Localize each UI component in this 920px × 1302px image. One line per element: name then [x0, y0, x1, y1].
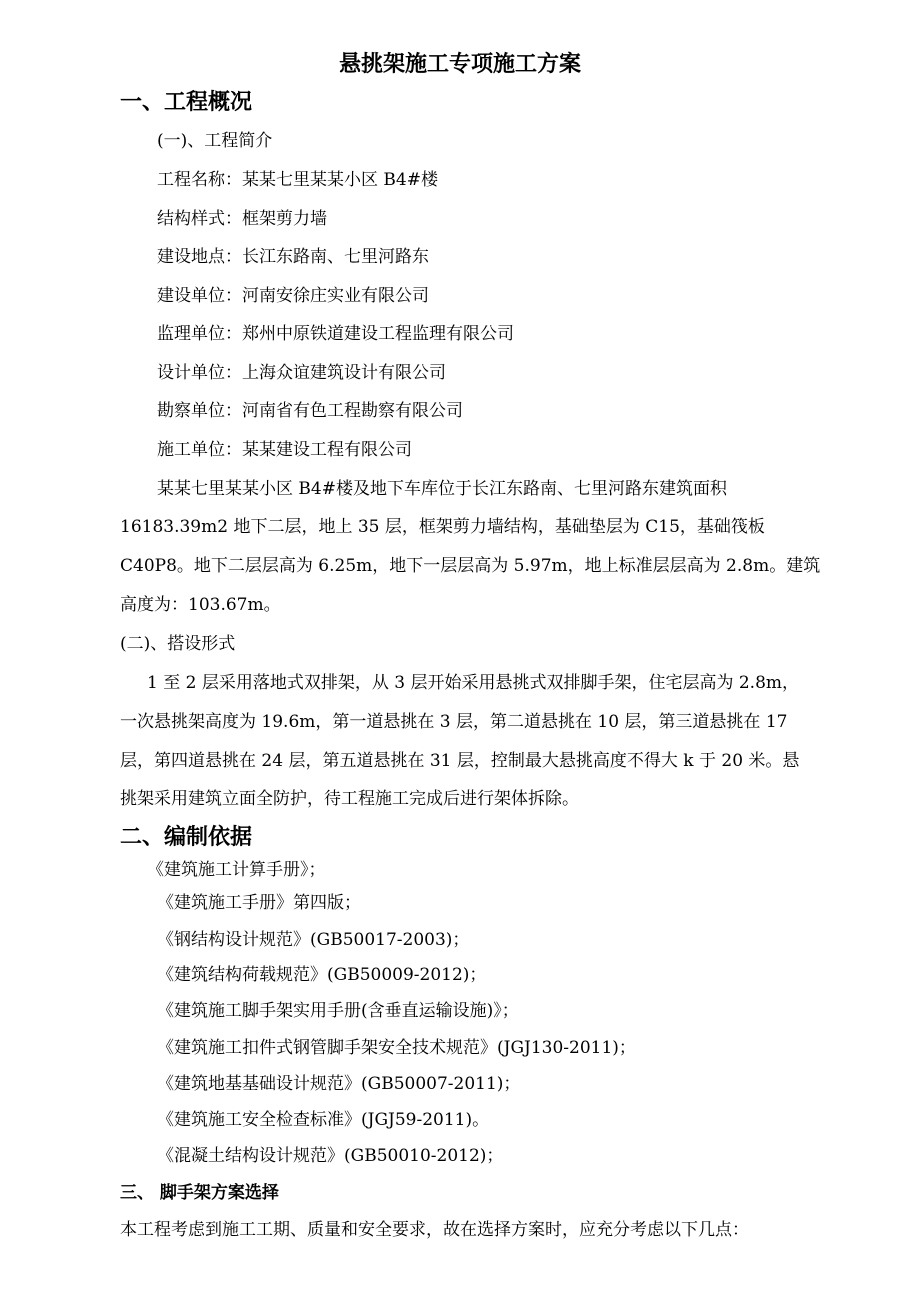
- subsection-heading-form: (二)、搭设形式: [120, 634, 236, 654]
- reference-item: 《混凝土结构设计规范》(GB50010-2012)；: [157, 1146, 504, 1166]
- reference-item: 《建筑施工计算手册》；: [147, 860, 326, 880]
- info-project-name: 工程名称：某某七里某某小区 B4#楼: [157, 170, 438, 190]
- subsection-heading-brief: (一)、工程简介: [157, 131, 273, 151]
- section3-intro: 本工程考虑到施工工期、质量和安全要求，故在选择方案时，应充分考虑以下几点：: [120, 1220, 749, 1240]
- info-surveyor: 勘察单位：河南省有色工程勘察有限公司: [157, 401, 463, 421]
- form-paragraph-line-3: 层，第四道悬挑在 24 层，第五道悬挑在 31 层，控制最大悬挑高度不得大 k 于 20 米。悬: [120, 751, 800, 771]
- form-paragraph-line-2: 一次悬挑架高度为 19.6m，第一道悬挑在 3 层，第二道悬挑在 10 层，第三道悬挑在 17: [120, 712, 788, 732]
- info-designer: 设计单位：上海众谊建筑设计有限公司: [157, 363, 446, 383]
- reference-item: 《钢结构设计规范》(GB50017-2003)；: [157, 930, 470, 950]
- overview-paragraph-line-4: 高度为：103.67m。: [120, 595, 281, 615]
- reference-item: 《建筑地基基础设计规范》(GB50007-2011)；: [157, 1074, 521, 1094]
- info-contractor: 施工单位：某某建设工程有限公司: [157, 440, 412, 460]
- section-heading-basis: 二、编制依据: [120, 825, 253, 850]
- reference-item: 《建筑施工脚手架实用手册(含垂直运输设施)》；: [157, 1001, 519, 1021]
- info-location: 建设地点：长江东路南、七里河路东: [157, 247, 429, 267]
- info-owner: 建设单位：河南安徐庄实业有限公司: [157, 286, 429, 306]
- overview-paragraph-line-3: C40P8。地下二层层高为 6.25m，地下一层层高为 5.97m，地上标准层层高为 2.8m。建筑: [120, 556, 821, 576]
- info-supervisor: 监理单位：郑州中原铁道建设工程监理有限公司: [157, 324, 514, 344]
- form-paragraph-line-4: 挑架采用建筑立面全防护，待工程施工完成后进行架体拆除。: [120, 789, 579, 809]
- document-title: 悬挑架施工专项施工方案: [338, 52, 581, 77]
- reference-item: 《建筑施工安全检查标准》(JGJ59-2011)。: [157, 1110, 490, 1130]
- section-heading-overview: 一、工程概况: [120, 90, 253, 115]
- section-heading-scaffold-selection: 三、 脚手架方案选择: [120, 1183, 279, 1203]
- overview-paragraph-line-1: 某某七里某某小区 B4#楼及地下车库位于长江东路南、七里河路东建筑面积: [157, 479, 727, 499]
- reference-item: 《建筑结构荷载规范》(GB50009-2012)；: [157, 965, 487, 985]
- reference-item: 《建筑施工手册》第四版；: [157, 893, 361, 913]
- reference-item: 《建筑施工扣件式钢管脚手架安全技术规范》(JGJ130-2011)；: [157, 1038, 636, 1058]
- overview-paragraph-line-2: 16183.39m2 地下二层，地上 35 层，框架剪力墙结构，基础垫层为 C15，基础筏板: [120, 517, 765, 537]
- form-paragraph-line-1: 1 至 2 层采用落地式双排架，从 3 层开始采用悬挑式双排脚手架，住宅层高为 2.8m，: [147, 673, 800, 693]
- info-structure-type: 结构样式：框架剪力墙: [157, 209, 327, 229]
